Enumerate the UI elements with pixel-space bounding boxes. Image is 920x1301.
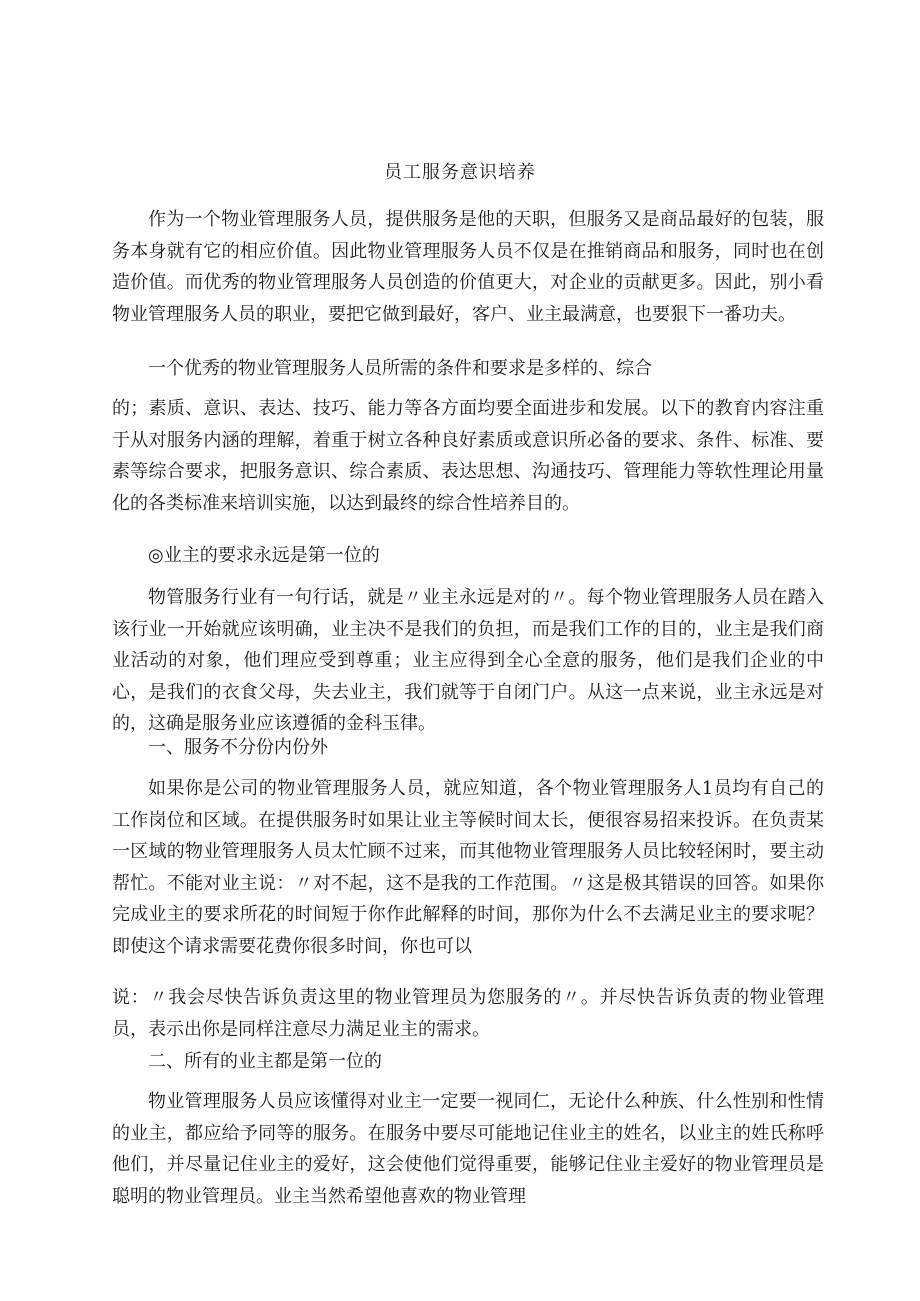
section-heading-all-owners: 二、所有的业主都是第一位的 (148, 1051, 382, 1072)
document-title: 员工服务意识培养 (384, 162, 536, 183)
paragraph-intro: 作为一个物业管理服务人员，提供服务是他的天职，但服务又是商品最好的包装，服务本身就有它的相应价值。因此物业管理服务人员不仅是在推销商品和服务，同时也在创造价值。而优秀的物业管理服务人员创造的价值更大，对企业的贡献更多。因此，别小看物业管理服务人员的职业，要把它做到最好，客户、业主最满意，也要狠下一番功夫。 (112, 209, 824, 325)
section-heading-service-scope: 一、服务不分份内份外 (148, 737, 328, 758)
paragraph-requirements-cont: 的；素质、意识、表达、技巧、能力等各方面均要全面进步和发展。以下的教育内容注重于从对服务内涵的理解，着重于树立各种良好素质或意识所必备的要求、条件、标准、要素等综合要求，把服务意识、综合素质、表达思想、沟通技巧、管理能力等软性理论用量化的各类标准来培训实施，以达到最终的综合性培养目的。 (112, 398, 824, 514)
paragraph-all-owners: 物业管理服务人员应该懂得对业主一定要一视同仁，无论什么种族、什么性别和性情的业主，都应给予同等的服务。在服务中要尽可能地记住业主的姓名，以业主的姓氏称呼他们，并尽量记住业主的爱好，这会使他们觉得重要，能够记住业主爱好的物业管理员是聪明的物业管理员。业主当然希望他喜欢的物业管理 (112, 1091, 824, 1207)
paragraph-owner-always-right: 物管服务行业有一句行话，就是〃业主永远是对的〃。每个物业管理服务人员在踏入该行业一开始就应该明确，业主决不是我们的负担，而是我们工作的目的，业主是我们商业活动的对象，他们理应受到尊重；业主应得到全心全意的服务，他们是我们企业的中心，是我们的衣食父母，失去业主，我们就等于自闭门户。从这一点来说，业主永远是对的，这确是服务业应该遵循的金科玉律。 (112, 587, 824, 734)
paragraph-requirements-start: 一个优秀的物业管理服务人员所需的条件和要求是多样的、综合 (148, 358, 652, 379)
section-heading-owner-first: ◎业主的要求永远是第一位的 (148, 545, 380, 566)
paragraph-service-scope-cont: 说：〃我会尽快告诉负责这里的物业管理员为您服务的〃。并尽快告诉负责的物业管理员，表示出你是同样注意尽力满足业主的需求。 (112, 987, 824, 1040)
paragraph-service-scope: 如果你是公司的物业管理服务人员，就应知道，各个物业管理服务人1员均有自己的工作岗位和区域。在提供服务时如果让业主等候时间太长，便很容易招来投诉。在负责某一区域的物业管理服务人员太忙顾不过来，而其他物业管理服务人员比较轻闲时，要主动帮忙。不能对业主说：〃对不起，这不是我的工作范围。〃这是极其错误的回答。如果你完成业主的要求所花的时间短于你作此解释的时间，那你为什么不去满足业主的要求呢？即使这个请求需要花费你很多时间，你也可以 (112, 778, 824, 957)
